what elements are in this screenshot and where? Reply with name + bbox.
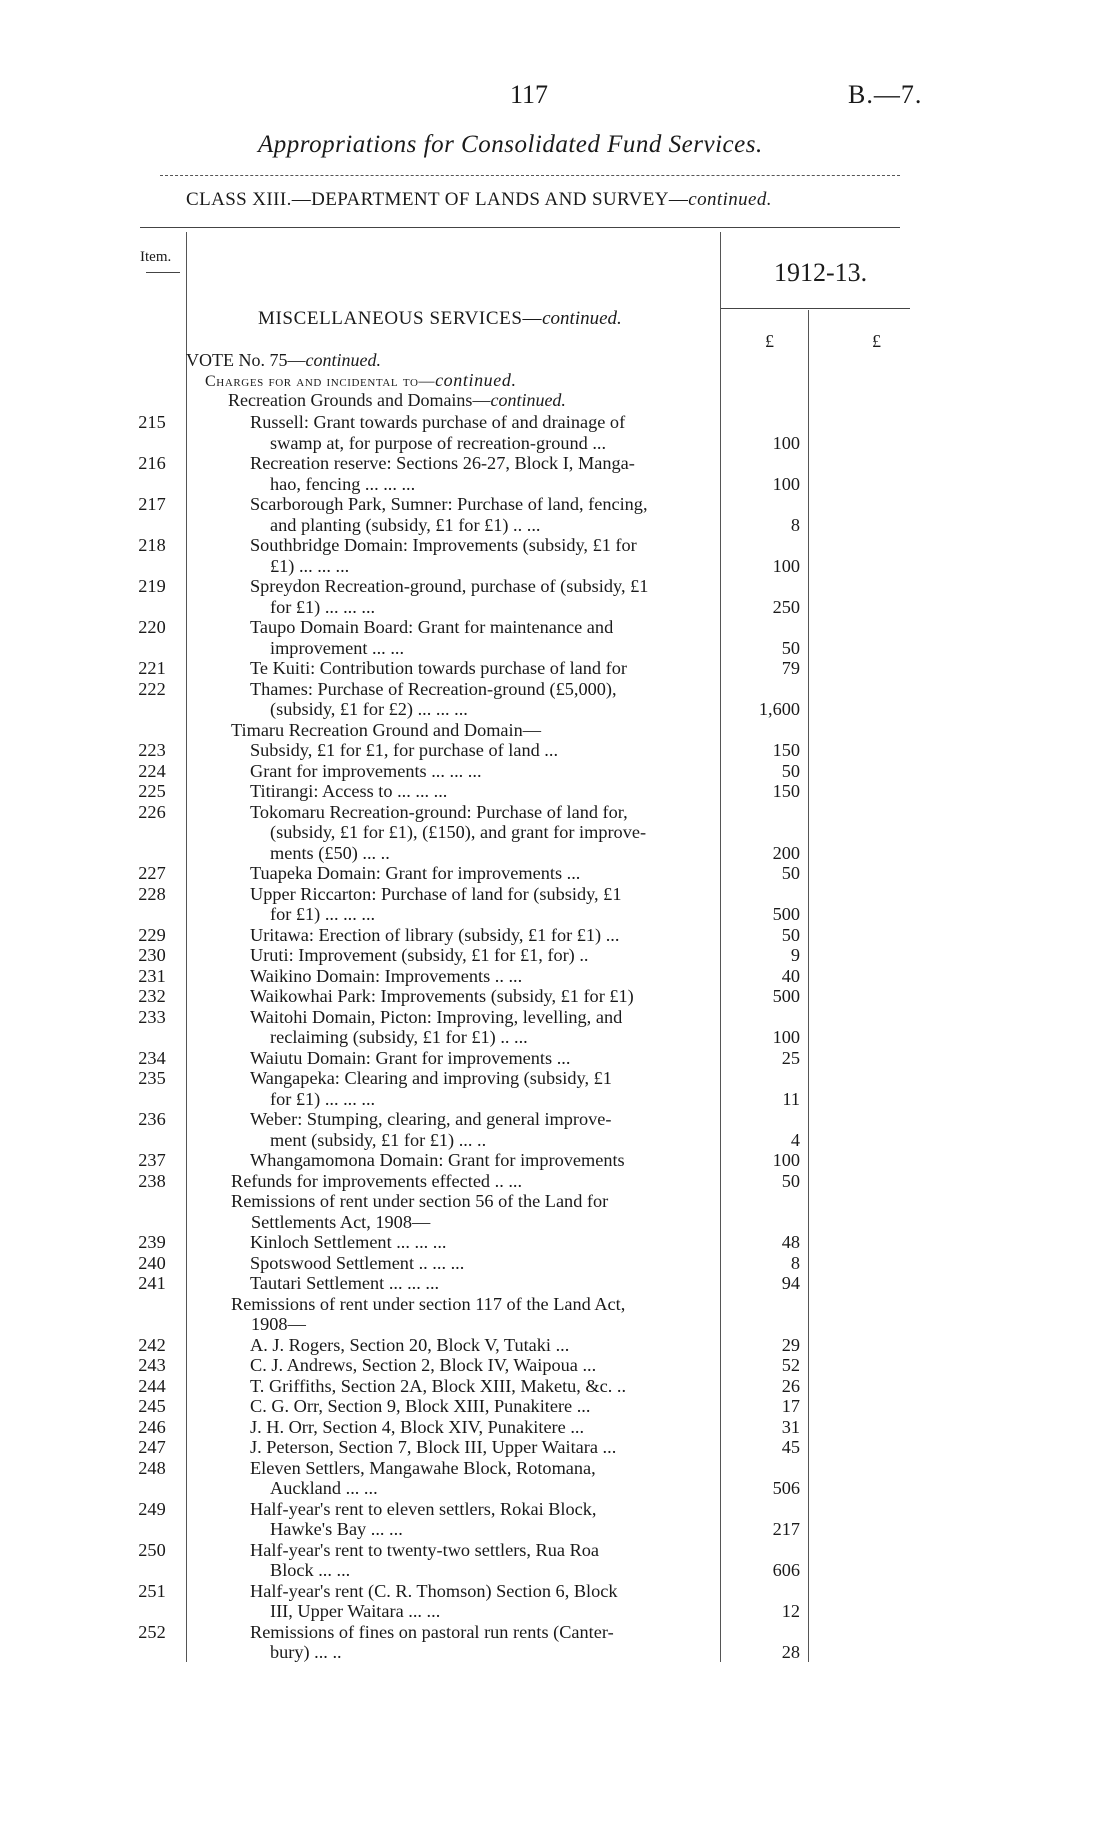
description-line: Whangamomona Domain: Grant for improvements [250,1150,625,1170]
description-line: Recreation reserve: Sections 26-27, Block I, Manga- [250,453,635,473]
description-line: (subsidy, £1 for £2) ... ... ... [270,699,468,719]
amount-value: 79 [781,658,800,678]
amount-value: 9 [790,945,800,965]
amount-value: 40 [781,965,800,986]
item-description [250,1622,614,1663]
item-description [231,720,541,741]
description-line: swamp at, for purpose of recreation-ground ... [270,432,607,453]
description-line: Block ... ... [270,1560,351,1580]
item-number: 227 [138,863,166,883]
item-number: 234 [138,1047,166,1068]
item-description [250,802,646,864]
item-description [250,1335,569,1356]
item-number: 229 [138,924,166,945]
item-description [250,740,558,761]
amount-value: 250 [772,596,800,617]
description-column-rule [720,232,721,1662]
description-line: T. Griffiths, Section 2A, Block XIII, Maketu, &c. .. [250,1375,627,1396]
class-title-text: CLASS XIII.—DEPARTMENT OF LANDS AND SURVEY— [186,189,689,210]
amount-value: 50 [781,760,800,781]
description-line: Half-year's rent (C. R. Thomson) Section 6, Block [250,1580,618,1601]
amount-value: 50 [781,863,800,883]
description-line: J. H. Orr, Section 4, Block XIV, Punakitere ... [250,1416,585,1437]
amount-value: 500 [772,986,800,1006]
item-number: 215 [138,412,166,432]
amount-value: 94 [781,1273,800,1293]
item-description [250,986,634,1007]
item-number: 219 [138,576,166,596]
amount-value: 25 [781,1047,800,1068]
description-line: £1) ... ... ... [270,555,350,576]
amount-value: 506 [772,1478,800,1498]
currency-symbol-1: £ [765,331,774,351]
item-number: 247 [138,1437,166,1457]
item-description [250,945,588,966]
description-line: C. J. Andrews, Section 2, Block IV, Waipoua ... [250,1355,597,1375]
amount-value: 100 [772,555,800,576]
description-line: Russell: Grant towards purchase of and drainage of [250,412,626,432]
description-line: Hawke's Bay ... ... [270,1519,403,1539]
description-line: Remissions of fines on pastoral run rents (Canter- [250,1621,614,1642]
section-heading-suffix: continued. [542,308,622,329]
item-number: 250 [138,1539,166,1560]
document-reference: B.—7. [848,80,923,109]
item-number: 246 [138,1416,166,1437]
item-number: 217 [138,494,166,514]
charges-heading [205,370,517,391]
description-line: Tautari Settlement ... ... ... [250,1273,440,1293]
description-line: Uruti: Improvement (subsidy, £1 for £1, for) .. [250,945,589,965]
item-description [250,412,625,453]
description-line: Tokomaru Recreation-ground: Purchase of land for, [250,801,628,822]
amount-value: 52 [781,1355,800,1375]
description-line: J. Peterson, Section 7, Block III, Upper Waitara ... [250,1437,617,1457]
description-line: Subsidy, £1 for £1, for purchase of land ... [250,740,559,760]
description-line: Refunds for improvements effected .. ... [231,1170,523,1191]
description-line: Eleven Settlers, Mangawahe Block, Rotomana, [250,1457,596,1478]
item-number: 230 [138,945,166,965]
item-number: 248 [138,1457,166,1478]
description-line: Half-year's rent to eleven settlers, Rokai Block, [250,1498,597,1519]
charges-heading-suffix: continued. [435,370,517,390]
item-description [231,1294,625,1335]
description-line: and planting (subsidy, £1 for £1) .. ... [270,514,541,535]
amount-value: 50 [781,1170,800,1191]
amount-value: 26 [781,1375,800,1396]
item-number: 242 [138,1334,166,1355]
amount-value: 200 [772,842,800,863]
amount-column-rule [808,310,809,1662]
amount-value: 8 [790,1252,800,1273]
description-line: Remissions of rent under section 117 of the Land Act, [231,1293,626,1314]
vote-heading-suffix: continued. [305,350,381,370]
item-description [250,453,635,494]
item-description [250,1417,584,1438]
charges-heading-text: Charges for and incidental to— [205,373,436,390]
vote-heading [186,350,381,371]
amount-value: 606 [772,1560,800,1580]
amount-value: 11 [782,1088,800,1109]
description-line: Weber: Stumping, clearing, and general improve- [250,1109,612,1129]
description-line: Remissions of rent under section 56 of the Land for [231,1191,609,1211]
description-line: Upper Riccarton: Purchase of land for (subsidy, £1 [250,883,622,904]
item-number: 239 [138,1232,166,1252]
description-line: Southbridge Domain: Improvements (subsidy, £1 for [250,535,637,555]
item-number: 244 [138,1375,166,1396]
description-line: for £1) ... ... ... [270,1088,376,1109]
description-line: Waitohi Domain, Picton: Improving, levelling, and [250,1006,623,1027]
header-rule-bottom [140,227,900,228]
item-number: 249 [138,1498,166,1519]
amount-value: 500 [772,904,800,924]
description-line: hao, fencing ... ... ... [270,473,416,494]
description-line: Waikowhai Park: Improvements (subsidy, £1 for £1) [250,986,634,1006]
item-description [250,1396,590,1417]
item-number: 241 [138,1273,166,1293]
item-number: 218 [138,535,166,555]
item-number: 245 [138,1396,166,1416]
item-number: 240 [138,1252,166,1273]
description-line: Timaru Recreation Ground and Domain— [231,719,542,740]
page-number: 117 [510,80,549,109]
item-description [250,535,637,576]
description-line: for £1) ... ... ... [270,596,376,617]
year-column-header: 1912-13. [774,258,868,287]
section-heading-text: MISCELLANEOUS SERVICES— [258,308,543,329]
item-number: 251 [138,1580,166,1601]
recreation-heading-suffix: continued. [490,390,566,410]
item-description [250,781,447,802]
amount-value: 150 [772,740,800,760]
item-number: 232 [138,986,166,1006]
description-line: Spotswood Settlement .. ... ... [250,1252,465,1273]
item-description [250,1109,612,1150]
amount-value: 100 [772,473,800,494]
item-description [250,679,617,720]
year-header-rule [720,308,910,309]
item-description [250,1458,596,1499]
item-number: 225 [138,781,166,801]
item-number: 226 [138,801,166,822]
item-description [250,1437,616,1458]
amount-value: 100 [772,432,800,453]
item-column-header: Item. [140,249,172,265]
amount-value: 50 [781,637,800,658]
description-line: Tuapeka Domain: Grant for improvements ... [250,863,581,883]
item-number: 224 [138,760,166,781]
amount-value: 50 [781,924,800,945]
item-description [250,1376,626,1397]
page-subtitle: Appropriations for Consolidated Fund Services. [258,131,763,158]
amount-value: 150 [772,781,800,801]
amount-value: 17 [781,1396,800,1416]
item-description [250,658,627,679]
class-title-suffix: continued. [688,189,772,210]
item-description [250,1253,464,1274]
item-column-rule [186,232,187,1662]
description-line: reclaiming (subsidy, £1 for £1) .. ... [270,1027,528,1047]
item-description [250,1581,618,1622]
item-number: 228 [138,883,166,904]
description-line: Half-year's rent to twenty-two settlers, Rua Roa [250,1539,600,1560]
description-line: Scarborough Park, Sumner: Purchase of land, fencing, [250,494,648,514]
amount-value: 100 [772,1027,800,1047]
amount-value: 4 [790,1129,800,1150]
amount-value: 12 [781,1601,800,1621]
item-number: 220 [138,617,166,637]
description-line: improvement ... ... [270,637,405,658]
description-line: C. G. Orr, Section 9, Block XIII, Punakitere ... [250,1396,591,1416]
item-description [250,925,619,946]
item-description [250,1048,570,1069]
amount-value: 31 [781,1416,800,1437]
description-line: Te Kuiti: Contribution towards purchase of land for [250,658,627,678]
item-number: 238 [138,1170,166,1191]
amount-value: 8 [790,514,800,535]
amount-value: 100 [772,1150,800,1170]
section-heading [258,308,622,330]
description-line: for £1) ... ... ... [270,904,376,924]
currency-symbol-2: £ [872,331,881,351]
item-description [250,1355,596,1376]
description-line: Grant for improvements ... ... ... [250,760,482,781]
item-description [250,1232,447,1253]
description-line: Uritawa: Erection of library (subsidy, £1 for £1) ... [250,924,620,945]
description-line: Titirangi: Access to ... ... ... [250,781,448,801]
item-description [250,761,482,782]
item-description [231,1171,522,1192]
description-line: Auckland ... ... [270,1478,378,1498]
item-description [250,1499,596,1540]
item-description [250,576,648,617]
recreation-heading-text: Recreation Grounds and Domains— [228,390,491,410]
description-line: Thames: Purchase of Recreation-ground (£5,000), [250,678,617,699]
header-rule-top [160,175,900,176]
description-line: Settlements Act, 1908— [251,1211,431,1232]
amount-value: 1,600 [758,699,800,719]
item-number: 221 [138,658,166,678]
item-number: 223 [138,740,166,760]
description-line: Spreydon Recreation-ground, purchase of (subsidy, £1 [250,576,649,596]
description-line: Waikino Domain: Improvements .. ... [250,965,523,986]
description-line: Wangapeka: Clearing and improving (subsidy, £1 [250,1068,612,1088]
amount-value: 29 [781,1334,800,1355]
item-number: 222 [138,678,166,699]
amount-value: 48 [781,1232,800,1252]
item-description [250,863,580,884]
description-line: Waiutu Domain: Grant for improvements ... [250,1047,571,1068]
amount-value: 45 [781,1437,800,1457]
description-line: III, Upper Waitara ... ... [270,1601,441,1621]
item-description [250,1540,599,1581]
item-number: 233 [138,1006,166,1027]
item-number: 252 [138,1621,166,1642]
description-line: 1908— [251,1314,306,1334]
description-line: A. J. Rogers, Section 20, Block V, Tutaki ... [250,1334,570,1355]
item-number: 231 [138,965,166,986]
item-description [250,617,613,658]
item-description [250,1007,622,1048]
item-description [250,1150,625,1171]
item-header-rule [146,272,180,273]
class-title [186,189,772,211]
item-description [250,1068,612,1109]
item-number: 236 [138,1109,166,1129]
item-description [250,494,648,535]
item-number: 243 [138,1355,166,1375]
item-description [250,966,522,987]
vote-heading-text: VOTE No. 75— [186,350,306,370]
recreation-heading [228,390,566,411]
description-line: Taupo Domain Board: Grant for maintenance and [250,617,614,637]
item-number: 235 [138,1068,166,1088]
item-description [250,884,621,925]
item-description [231,1191,608,1232]
item-number: 216 [138,453,166,473]
item-number: 237 [138,1150,166,1170]
description-line: (subsidy, £1 for £1), (£150), and grant for improve- [270,822,647,842]
amount-value: 28 [781,1642,800,1662]
description-line: ment (subsidy, £1 for £1) ... .. [270,1129,487,1150]
description-line: ments (£50) ... .. [270,842,390,863]
amount-value: 217 [772,1519,800,1539]
item-description [250,1273,439,1294]
description-line: Kinloch Settlement ... ... ... [250,1232,447,1252]
description-line: bury) ... .. [270,1642,342,1662]
